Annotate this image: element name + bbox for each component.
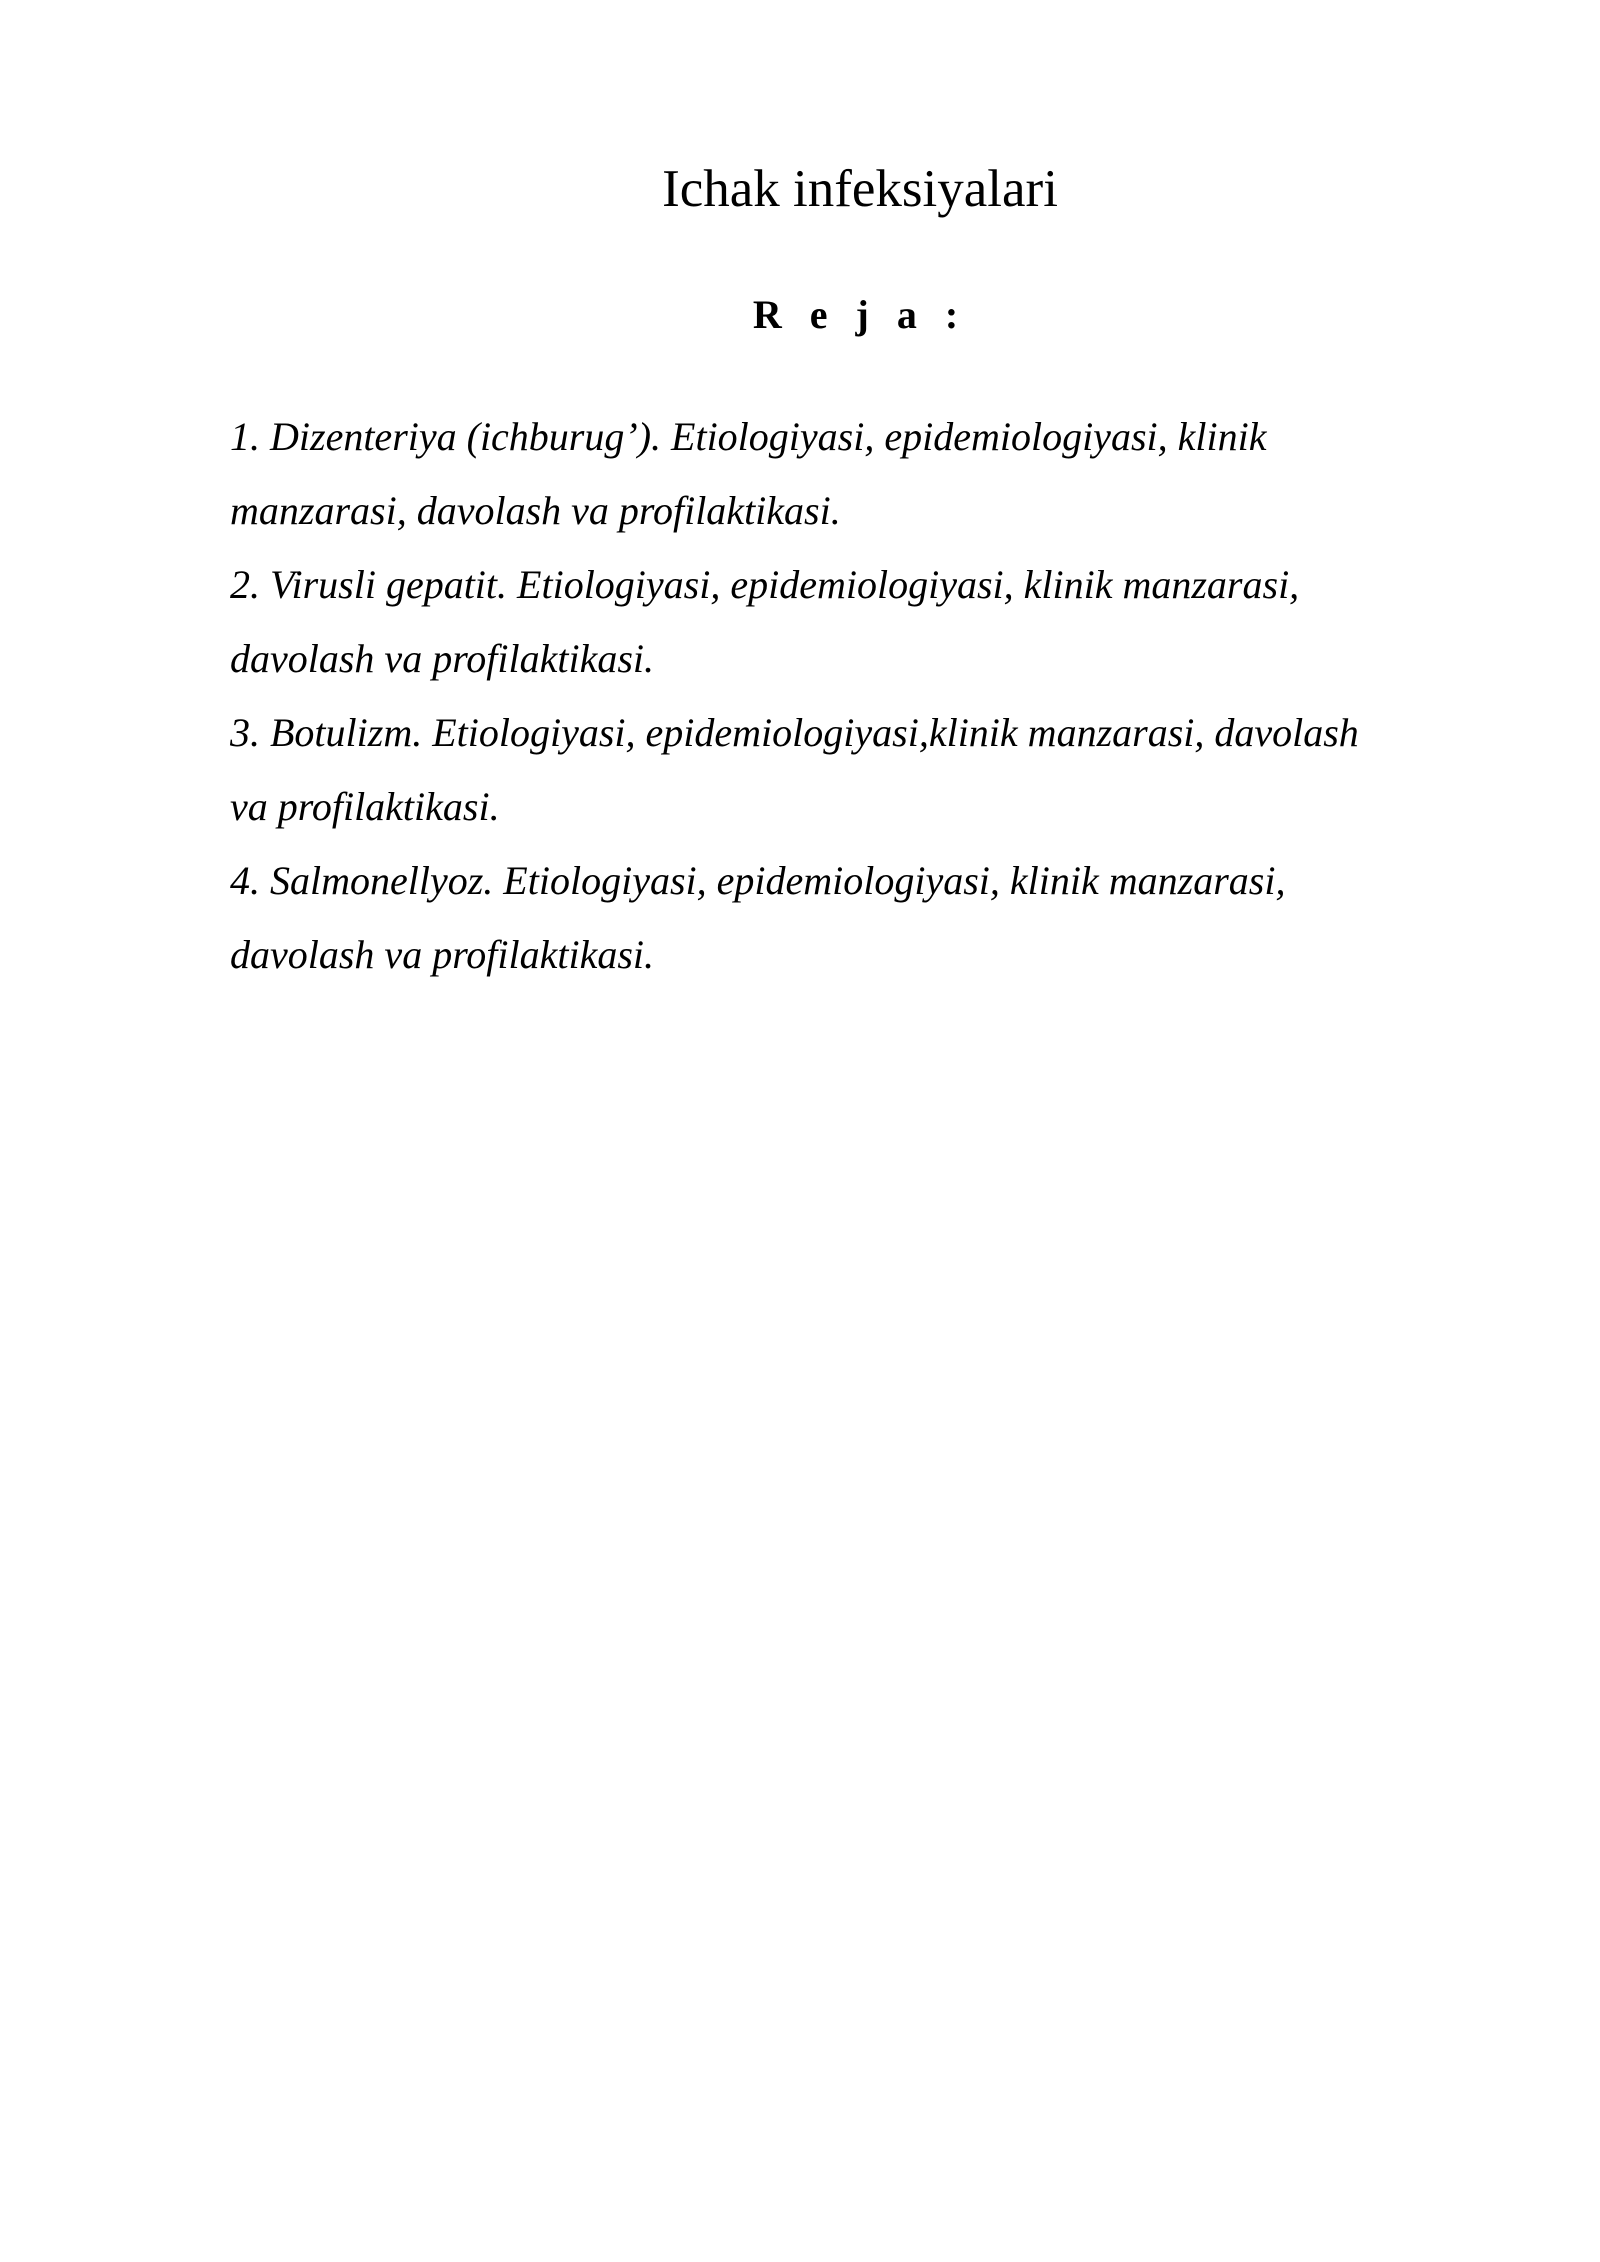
plan-item-2-line-1: 2. Virusli gepatit. Etiologiyasi, epidemiologiyasi, klinik manzarasi,: [230, 562, 1300, 607]
plan-item-2: [230, 548, 1520, 696]
plan-heading: R e j a :: [752, 292, 968, 337]
plan-item-2-line-2: davolash va profilaktikasi.: [230, 636, 655, 681]
page-title: Ichak infeksiyalari: [662, 160, 1058, 218]
plan-item-4-line-1: 4. Salmonellyoz. Etiologiyasi, epidemiologiyasi, klinik manzarasi,: [230, 858, 1286, 903]
plan-item-1-line-1: 1. Dizenteriya (ichburug’). Etiologiyasi, epidemiologiyasi, klinik: [230, 414, 1267, 459]
plan-item-4: [230, 844, 1520, 992]
plan-item-4-line-2: davolash va profilaktikasi.: [230, 932, 655, 977]
plan-list: [230, 400, 1520, 992]
plan-item-3-line-2: va profilaktikasi.: [230, 784, 500, 829]
plan-item-3: [230, 696, 1520, 844]
plan-item-1: [230, 400, 1520, 548]
plan-item-3-line-1: 3. Botulizm. Etiologiyasi, epidemiologiyasi,klinik manzarasi, davolash: [230, 710, 1359, 755]
plan-item-1-line-2: manzarasi, davolash va profilaktikasi.: [230, 488, 841, 533]
